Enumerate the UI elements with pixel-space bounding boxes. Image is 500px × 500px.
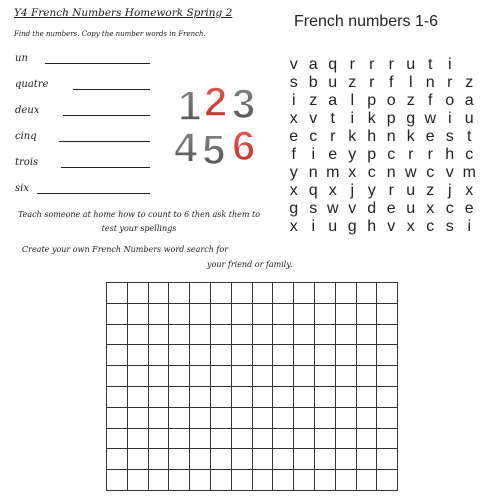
blank-grid-cell[interactable] <box>127 386 148 407</box>
wordsearch-letter[interactable]: p <box>386 110 396 127</box>
blank-grid-cell[interactable] <box>190 386 211 407</box>
blank-grid-cell[interactable] <box>190 324 211 345</box>
blank-grid-cell[interactable] <box>231 386 252 407</box>
wordsearch-letter[interactable]: e <box>425 128 435 145</box>
blank-grid-cell[interactable] <box>127 303 148 324</box>
wordsearch-letter[interactable]: g <box>406 110 416 127</box>
wordsearch-letter[interactable]: r <box>330 128 336 145</box>
wordsearch-letter[interactable]: e <box>289 128 299 145</box>
answer-line[interactable] <box>59 141 150 142</box>
blank-grid-cell[interactable] <box>294 470 315 491</box>
blank-grid-cell[interactable] <box>273 366 294 387</box>
blank-grid-cell[interactable] <box>356 303 377 324</box>
blank-grid-cell[interactable] <box>231 407 252 428</box>
wordsearch-letter[interactable]: z <box>309 92 318 109</box>
blank-grid-cell[interactable] <box>127 449 148 470</box>
wordsearch-letter[interactable]: s <box>445 218 454 235</box>
blank-grid-cell[interactable] <box>169 345 190 366</box>
blank-grid-cell[interactable] <box>252 283 273 304</box>
blank-grid-cell[interactable] <box>169 386 190 407</box>
wordsearch-letter[interactable]: u <box>328 74 338 91</box>
wordsearch-letter[interactable]: z <box>406 92 415 109</box>
answer-line[interactable] <box>37 193 150 194</box>
blank-grid-cell[interactable] <box>231 324 252 345</box>
blank-grid-cell[interactable] <box>127 366 148 387</box>
wordsearch-letter[interactable]: u <box>406 182 416 199</box>
wordsearch-letter[interactable]: c <box>309 128 318 145</box>
wordsearch-letter[interactable]: t <box>330 110 335 127</box>
digit-1: 1 <box>178 82 202 129</box>
blank-grid-cell[interactable] <box>210 345 231 366</box>
blank-grid-cell[interactable] <box>252 303 273 324</box>
wordsearch-letter[interactable]: r <box>388 182 394 199</box>
wordsearch-letter[interactable]: y <box>367 182 376 199</box>
digit-4: 4 <box>174 124 198 170</box>
wordsearch-letter[interactable]: e <box>386 200 396 217</box>
blank-grid-cell[interactable] <box>169 303 190 324</box>
answer-line[interactable] <box>63 115 150 116</box>
blank-grid-cell[interactable] <box>377 449 398 470</box>
wordsearch-letter[interactable]: p <box>367 146 377 163</box>
blank-grid-cell[interactable] <box>210 386 231 407</box>
blank-grid-cell[interactable] <box>252 428 273 449</box>
wordsearch-letter[interactable]: h <box>367 128 377 145</box>
wordsearch-row <box>284 110 500 128</box>
blank-grid-cell[interactable] <box>252 407 273 428</box>
blank-grid-cell[interactable] <box>273 345 294 366</box>
blank-grid-cell[interactable] <box>231 303 252 324</box>
wordsearch-letter[interactable]: c <box>367 164 376 181</box>
blank-grid-cell[interactable] <box>294 324 315 345</box>
blank-grid-cell[interactable] <box>294 283 315 304</box>
blank-grid-cell[interactable] <box>169 366 190 387</box>
blank-grid-cell[interactable] <box>314 283 335 304</box>
wordsearch-letter[interactable]: h <box>367 218 377 235</box>
wordsearch-letter[interactable]: z <box>426 182 435 199</box>
blank-grid-cell[interactable] <box>335 407 356 428</box>
wordsearch-grid <box>284 56 500 236</box>
wordsearch-letter[interactable]: j <box>350 182 355 199</box>
blank-grid-cell[interactable] <box>294 303 315 324</box>
wordsearch-row <box>284 182 500 200</box>
wordsearch-letter[interactable]: r <box>349 56 355 73</box>
blank-grid-cell[interactable] <box>231 345 252 366</box>
wordsearch-letter[interactable]: y <box>348 146 357 163</box>
blank-grid-cell[interactable] <box>107 449 128 470</box>
number-word-row <box>15 78 150 92</box>
number-word-row <box>15 130 150 144</box>
wordsearch-letter[interactable]: z <box>465 74 474 91</box>
wordsearch-letter[interactable]: f <box>428 92 433 109</box>
wordsearch-letter[interactable]: m <box>462 164 476 181</box>
blank-grid-cell[interactable] <box>377 366 398 387</box>
blank-grid-row <box>107 428 398 449</box>
blank-grid-cell[interactable] <box>335 470 356 491</box>
blank-grid-cell[interactable] <box>107 283 128 304</box>
blank-grid-cell[interactable] <box>356 449 377 470</box>
number-word-label: cinq <box>15 131 37 142</box>
wordsearch-letter[interactable]: x <box>289 218 298 235</box>
blank-grid-cell[interactable] <box>252 366 273 387</box>
page-title: Y4 French Numbers Homework Spring 2 <box>14 7 233 19</box>
blank-grid-cell[interactable] <box>335 345 356 366</box>
wordsearch-row <box>284 200 500 218</box>
wordsearch-letter[interactable]: f <box>291 146 296 163</box>
blank-grid-cell[interactable] <box>294 345 315 366</box>
blank-grid-cell[interactable] <box>169 283 190 304</box>
wordsearch-letter[interactable]: x <box>348 164 357 181</box>
blank-grid-cell[interactable] <box>356 324 377 345</box>
blank-grid-cell[interactable] <box>314 407 335 428</box>
wordsearch-letter[interactable]: x <box>328 182 337 199</box>
wordsearch-letter[interactable]: v <box>387 218 396 235</box>
wordsearch-letter[interactable]: r <box>369 56 375 73</box>
blank-grid-cell[interactable] <box>335 324 356 345</box>
blank-grid-cell[interactable] <box>252 386 273 407</box>
answer-line[interactable] <box>61 167 150 168</box>
blank-grid-cell[interactable] <box>252 470 273 491</box>
blank-grid-cell[interactable] <box>314 428 335 449</box>
blank-grid-cell[interactable] <box>231 428 252 449</box>
wordsearch-letter[interactable]: i <box>311 218 316 235</box>
blank-grid-cell[interactable] <box>169 407 190 428</box>
blank-grid-cell[interactable] <box>231 366 252 387</box>
blank-grid-cell[interactable] <box>294 449 315 470</box>
blank-grid-cell[interactable] <box>356 470 377 491</box>
wordsearch-letter[interactable]: r <box>447 74 453 91</box>
blank-grid-cell[interactable] <box>335 303 356 324</box>
wordsearch-row <box>284 74 500 92</box>
blank-grid-cell[interactable] <box>294 428 315 449</box>
blank-grid-cell[interactable] <box>210 283 231 304</box>
blank-grid-cell[interactable] <box>107 428 128 449</box>
blank-grid-row <box>107 470 398 491</box>
blank-grid-row <box>107 386 398 407</box>
blank-grid-cell[interactable] <box>148 324 169 345</box>
blank-grid-cell[interactable] <box>377 428 398 449</box>
wordsearch-letter[interactable]: i <box>350 110 355 127</box>
number-word-row <box>15 182 150 196</box>
digit-5: 5 <box>202 126 226 170</box>
wordsearch-letter[interactable]: u <box>328 218 338 235</box>
blank-grid-cell[interactable] <box>377 407 398 428</box>
wordsearch-letter[interactable]: g <box>289 200 299 217</box>
wordsearch-letter[interactable]: b <box>308 74 318 91</box>
blank-grid-cell[interactable] <box>169 470 190 491</box>
wordsearch-letter[interactable]: s <box>289 74 298 91</box>
blank-grid-cell[interactable] <box>377 345 398 366</box>
wordsearch-letter[interactable]: m <box>326 164 340 181</box>
wordsearch-letter[interactable]: q <box>308 182 318 199</box>
blank-grid-cell[interactable] <box>169 324 190 345</box>
blank-grid-cell[interactable] <box>190 366 211 387</box>
blank-grid-cell[interactable] <box>210 324 231 345</box>
blank-grid-cell[interactable] <box>294 386 315 407</box>
wordsearch-letter[interactable]: w <box>424 110 437 127</box>
blank-grid-cell[interactable] <box>107 470 128 491</box>
blank-grid-cell[interactable] <box>252 345 273 366</box>
wordsearch-row <box>284 218 500 236</box>
blank-grid-cell[interactable] <box>231 449 252 470</box>
blank-grid-row <box>107 324 398 345</box>
wordsearch-letter[interactable]: q <box>328 56 338 73</box>
blank-grid-cell[interactable] <box>107 303 128 324</box>
wordsearch-letter[interactable]: w <box>404 164 417 181</box>
wordsearch-letter[interactable]: s <box>445 128 454 145</box>
wordsearch-letter[interactable]: n <box>425 74 435 91</box>
blank-grid-cell[interactable] <box>107 366 128 387</box>
wordsearch-letter[interactable]: a <box>464 92 474 109</box>
wordsearch-letter[interactable]: n <box>386 128 396 145</box>
blank-grid-cell[interactable] <box>356 366 377 387</box>
blank-grid-cell[interactable] <box>190 303 211 324</box>
blank-grid-row <box>107 449 398 470</box>
blank-grid-cell[interactable] <box>273 470 294 491</box>
blank-grid-cell[interactable] <box>169 428 190 449</box>
number-word-label: un <box>15 53 28 64</box>
wordsearch-letter[interactable]: x <box>289 110 298 127</box>
blank-grid-cell[interactable] <box>127 345 148 366</box>
blank-grid-cell[interactable] <box>335 283 356 304</box>
instructions: Find the numbers. Copy the number words in French. <box>14 30 206 38</box>
blank-grid-cell[interactable] <box>314 449 335 470</box>
blank-grid-cell[interactable] <box>335 386 356 407</box>
blank-grid-cell[interactable] <box>377 470 398 491</box>
wordsearch-row <box>284 128 500 146</box>
blank-grid-cell[interactable] <box>377 303 398 324</box>
wordsearch-letter[interactable]: x <box>289 182 298 199</box>
blank-grid-cell[interactable] <box>231 283 252 304</box>
number-word-label: deux <box>15 105 40 116</box>
wordsearch-row <box>284 56 500 74</box>
wordsearch-letter[interactable]: w <box>326 200 339 217</box>
wordsearch-letter[interactable]: v <box>309 110 318 127</box>
blank-grid-cell[interactable] <box>335 449 356 470</box>
blank-grid-cell[interactable] <box>210 366 231 387</box>
wordsearch-letter[interactable]: c <box>445 200 454 217</box>
wordsearch-letter[interactable]: g <box>347 218 357 235</box>
wordsearch-letter[interactable]: u <box>464 110 474 127</box>
blank-grid-cell[interactable] <box>356 386 377 407</box>
blank-grid-cell[interactable] <box>356 283 377 304</box>
blank-grid-cell[interactable] <box>356 345 377 366</box>
wordsearch-letter[interactable]: c <box>387 146 396 163</box>
blank-grid-cell[interactable] <box>377 324 398 345</box>
blank-grid-cell[interactable] <box>335 428 356 449</box>
wordsearch-letter[interactable]: e <box>328 146 338 163</box>
blank-grid-cell[interactable] <box>169 449 190 470</box>
wordsearch-letter[interactable]: r <box>388 56 394 73</box>
wordsearch-letter[interactable]: i <box>291 92 296 109</box>
blank-grid-row <box>107 407 398 428</box>
blank-grid-cell[interactable] <box>148 470 169 491</box>
wordsearch-row <box>284 92 500 110</box>
number-word-row <box>15 104 150 118</box>
wordsearch-letter[interactable]: r <box>408 146 414 163</box>
blank-grid-cell[interactable] <box>210 470 231 491</box>
blank-grid-cell[interactable] <box>148 428 169 449</box>
blank-grid-cell[interactable] <box>190 283 211 304</box>
blank-grid-row <box>107 283 398 304</box>
wordsearch-letter[interactable]: i <box>467 218 472 235</box>
blank-grid-cell[interactable] <box>148 303 169 324</box>
blank-grid-cell[interactable] <box>356 407 377 428</box>
blank-grid-cell[interactable] <box>273 324 294 345</box>
blank-grid-cell[interactable] <box>127 428 148 449</box>
blank-grid-cell[interactable] <box>273 386 294 407</box>
wordsearch-letter[interactable]: r <box>427 146 433 163</box>
teach-instruction: Teach someone at home how to count to 6 then ask them to test your spellings <box>17 210 261 233</box>
blank-grid-cell[interactable] <box>127 324 148 345</box>
wordsearch-letter[interactable]: u <box>406 56 416 73</box>
wordsearch-letter[interactable]: x <box>465 182 474 199</box>
wordsearch-letter[interactable]: e <box>464 200 474 217</box>
number-word-row <box>15 156 150 170</box>
wordsearch-letter[interactable]: i <box>447 56 452 73</box>
wordsearch-letter[interactable]: y <box>289 164 298 181</box>
blank-grid-cell[interactable] <box>190 470 211 491</box>
blank-grid-cell[interactable] <box>314 303 335 324</box>
wordsearch-letter[interactable]: o <box>445 92 455 109</box>
wordsearch-letter[interactable]: v <box>289 56 298 73</box>
wordsearch-letter[interactable]: a <box>328 92 338 109</box>
blank-grid-cell[interactable] <box>335 366 356 387</box>
wordsearch-row <box>284 164 500 182</box>
blank-grid-cell[interactable] <box>377 283 398 304</box>
blank-grid-cell[interactable] <box>252 449 273 470</box>
numbers-illustration <box>172 80 272 170</box>
number-word-label: six <box>15 183 29 194</box>
wordsearch-letter[interactable]: c <box>465 146 474 163</box>
blank-grid-cell[interactable] <box>273 283 294 304</box>
blank-grid-cell[interactable] <box>148 345 169 366</box>
blank-grid-cell[interactable] <box>252 324 273 345</box>
wordsearch-letter[interactable]: n <box>308 164 318 181</box>
blank-grid-row <box>107 345 398 366</box>
wordsearch-letter[interactable]: s <box>309 200 318 217</box>
wordsearch-letter[interactable]: t <box>467 128 472 145</box>
blank-grid-cell[interactable] <box>356 428 377 449</box>
wordsearch-letter[interactable]: k <box>406 128 415 145</box>
wordsearch-letter[interactable]: h <box>445 146 455 163</box>
wordsearch-letter[interactable]: i <box>447 110 452 127</box>
wordsearch-letter[interactable]: t <box>428 56 433 73</box>
wordsearch-letter[interactable]: c <box>426 164 435 181</box>
blank-grid-cell[interactable] <box>210 407 231 428</box>
blank-grid-cell[interactable] <box>190 449 211 470</box>
blank-grid-cell[interactable] <box>294 366 315 387</box>
number-word-label: trois <box>15 157 39 168</box>
blank-grid-cell[interactable] <box>148 366 169 387</box>
wordsearch-letter[interactable]: u <box>406 200 416 217</box>
blank-grid-cell[interactable] <box>148 407 169 428</box>
blank-grid-cell[interactable] <box>190 407 211 428</box>
wordsearch-letter[interactable]: o <box>386 92 396 109</box>
blank-grid-cell[interactable] <box>107 407 128 428</box>
blank-grid-cell[interactable] <box>314 345 335 366</box>
blank-grid-cell[interactable] <box>231 470 252 491</box>
number-word-label: quatre <box>15 79 49 90</box>
blank-grid-cell[interactable] <box>314 470 335 491</box>
number-word-row <box>15 52 150 66</box>
wordsearch-letter[interactable]: x <box>426 200 435 217</box>
wordsearch-letter[interactable]: v <box>348 200 357 217</box>
blank-grid-cell[interactable] <box>127 470 148 491</box>
wordsearch-letter[interactable]: i <box>311 146 316 163</box>
wordsearch-letter[interactable]: d <box>367 200 377 217</box>
blank-grid-cell[interactable] <box>107 345 128 366</box>
blank-grid-cell[interactable] <box>107 386 128 407</box>
answer-line[interactable] <box>73 89 150 90</box>
blank-grid-cell[interactable] <box>127 407 148 428</box>
blank-grid-cell[interactable] <box>210 303 231 324</box>
blank-grid-cell[interactable] <box>148 283 169 304</box>
blank-grid-cell[interactable] <box>148 449 169 470</box>
wordsearch-letter[interactable]: z <box>348 74 357 91</box>
blank-grid-cell[interactable] <box>190 428 211 449</box>
blank-grid-cell[interactable] <box>190 345 211 366</box>
blank-grid-cell[interactable] <box>127 283 148 304</box>
blank-grid-cell[interactable] <box>107 324 128 345</box>
blank-grid-cell[interactable] <box>210 449 231 470</box>
wordsearch-letter[interactable]: l <box>350 92 355 109</box>
wordsearch-letter[interactable]: c <box>426 218 435 235</box>
blank-grid-row <box>107 303 398 324</box>
blank-grid-cell[interactable] <box>294 407 315 428</box>
blank-grid-cell[interactable] <box>314 386 335 407</box>
blank-grid-cell[interactable] <box>377 386 398 407</box>
wordsearch-letter[interactable]: p <box>367 92 377 109</box>
wordsearch-letter[interactable]: l <box>408 74 413 91</box>
digit-2: 2 <box>204 80 228 125</box>
answer-line[interactable] <box>45 63 150 64</box>
blank-grid-cell[interactable] <box>314 366 335 387</box>
blank-grid-row <box>107 366 398 387</box>
digit-3: 3 <box>232 80 256 127</box>
blank-grid-cell[interactable] <box>314 324 335 345</box>
wordsearch-letter[interactable]: n <box>386 164 396 181</box>
wordsearch-letter[interactable]: v <box>445 164 454 181</box>
blank-grid-cell[interactable] <box>273 449 294 470</box>
wordsearch-row <box>284 146 500 164</box>
wordsearch-letter[interactable]: k <box>348 128 357 145</box>
wordsearch-letter[interactable]: j <box>447 182 452 199</box>
wordsearch-letter[interactable]: r <box>369 74 375 91</box>
create-instruction-line2: your friend or family. <box>207 260 293 269</box>
blank-grid-cell[interactable] <box>273 428 294 449</box>
digit-6: 6 <box>232 122 256 169</box>
wordsearch-title: French numbers 1-6 <box>294 13 439 30</box>
create-instruction-line1: Create your own French Numbers word search for <box>22 245 229 254</box>
wordsearch-letter[interactable]: a <box>308 56 318 73</box>
blank-grid-cell[interactable] <box>148 386 169 407</box>
blank-grid-cell[interactable] <box>273 303 294 324</box>
blank-grid-cell[interactable] <box>273 407 294 428</box>
wordsearch-letter[interactable]: x <box>406 218 415 235</box>
wordsearch-letter[interactable]: f <box>389 74 394 91</box>
blank-grid-cell[interactable] <box>210 428 231 449</box>
wordsearch-letter[interactable]: k <box>367 110 376 127</box>
blank-wordsearch-grid <box>106 282 398 491</box>
